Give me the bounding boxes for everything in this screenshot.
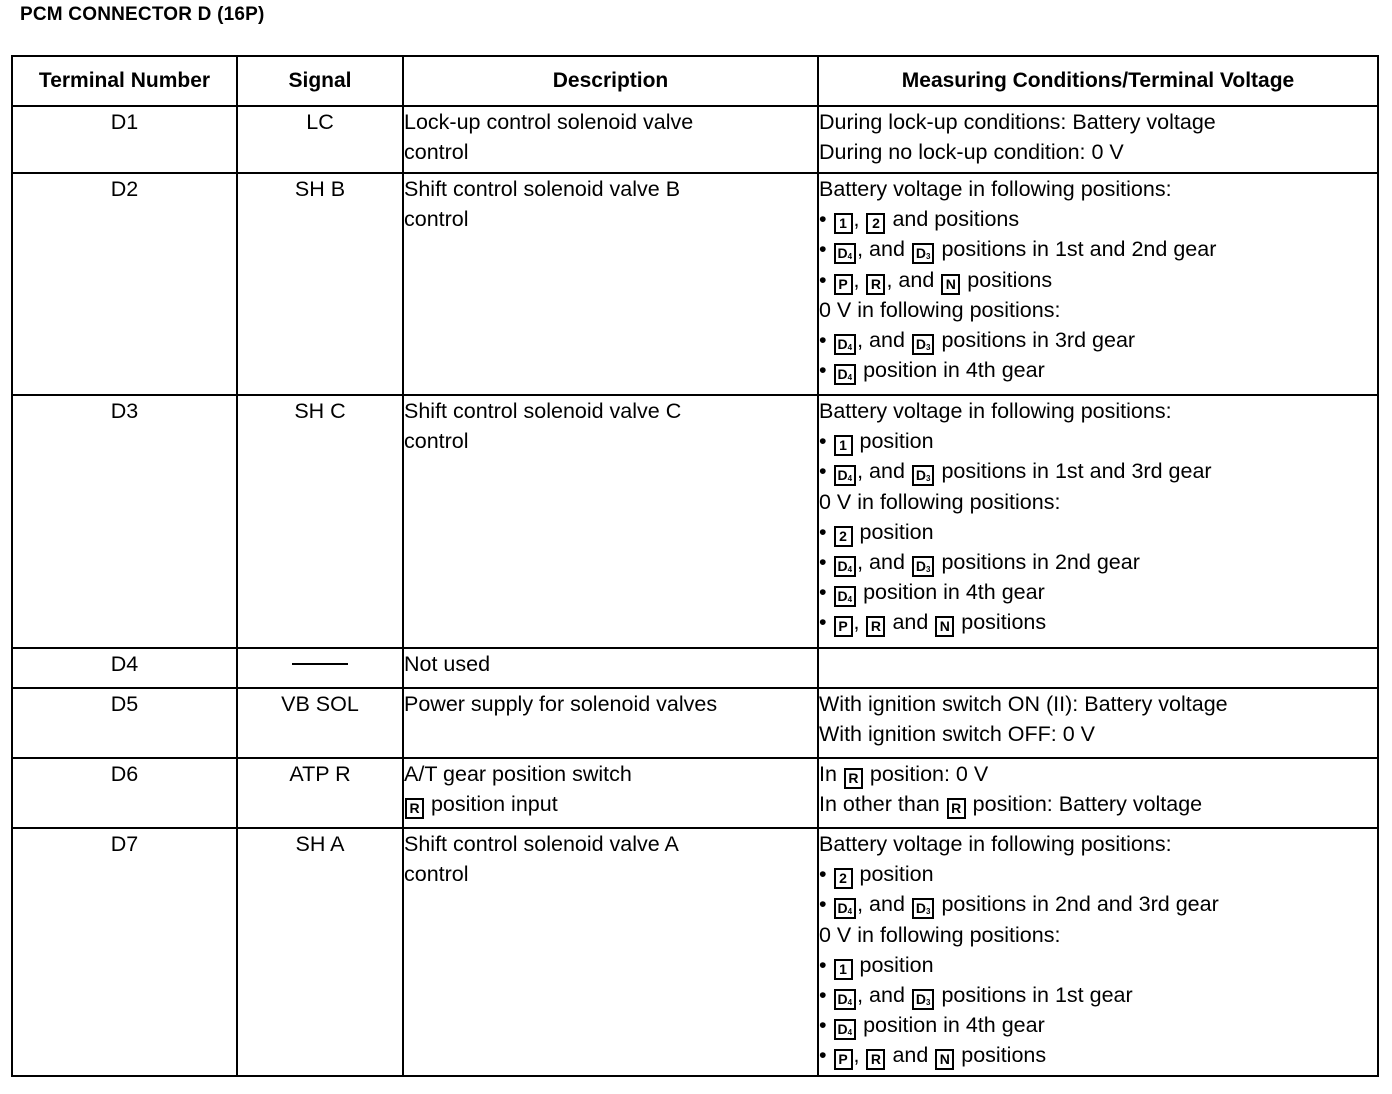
position-icon [912,334,935,355]
position-icon [834,616,853,637]
description-line: control [404,140,469,165]
signal-cell: SH C [237,395,403,648]
text-segment: position [853,519,934,544]
text-segment: With ignition switch OFF: 0 V [819,722,1095,747]
text-segment: • [819,952,833,977]
text-segment: • [819,1013,833,1038]
position-icon [912,465,935,486]
position-icon [834,526,853,547]
position-letter: N [945,275,956,292]
position-icon [866,1049,885,1070]
position-icon [834,274,853,295]
text-segment: • [819,207,833,232]
text-segment: , and [857,328,911,353]
conditions-cell [818,106,1378,173]
position-subscript: 3 [926,252,931,262]
table-row [12,648,1378,688]
text-segment: positions in 1st and 3rd gear [935,459,1212,484]
condition-line [819,174,1377,204]
text-segment: 0 V in following positions: [819,922,1061,947]
position-subscript: 4 [847,343,853,353]
position-subscript: 3 [926,474,931,484]
text-segment: • [819,459,833,484]
description-cell [403,688,818,758]
position-letter: D [837,558,848,575]
pin-table [11,55,1379,1077]
position-letter: R [870,618,882,635]
text-segment: position: Battery voltage [966,792,1203,817]
conditions-cell [818,173,1378,395]
table-row [12,173,1378,395]
description-cell [403,106,818,173]
description-line: Not used [404,652,491,676]
text-segment: positions in 1st and 2nd gear [935,237,1217,262]
text-segment: and positions [886,207,1020,232]
text-segment: A/T gear position switch [404,762,632,786]
text-segment: • [819,519,833,544]
position-subscript: 4 [847,998,853,1008]
condition-line [819,137,1377,167]
condition-line [819,1040,1377,1070]
condition-line [819,689,1377,719]
pin-rows [12,106,1378,1076]
position-icon [834,989,857,1010]
terminal-cell: D4 [12,648,237,688]
text-segment: , [853,610,866,635]
position-letter: D [837,467,848,484]
position-subscript: 4 [847,565,853,575]
position-icon [834,959,853,980]
text-segment: position in 4th gear [857,1013,1045,1038]
header-row [12,56,1378,106]
condition-line [819,107,1377,137]
text-segment: position: 0 V [863,762,989,786]
terminal-cell: D3 [12,395,237,648]
text-segment: position in 4th gear [857,358,1045,383]
position-icon [935,616,954,637]
text-segment: , [853,267,866,292]
text-segment: positions in 3rd gear [935,328,1136,353]
position-subscript: 3 [926,998,931,1008]
text-segment: positions in 2nd and 3rd gear [935,892,1219,917]
position-icon [912,989,935,1010]
position-letter: P [838,275,848,292]
position-subscript: 3 [926,907,931,917]
condition-line [819,980,1377,1010]
position-letter: 2 [839,527,847,544]
description-line: Shift control solenoid valve A [404,832,679,856]
condition-line [819,487,1377,517]
description-line: Shift control solenoid valve B [404,177,681,201]
position-icon [912,898,935,919]
position-icon [866,213,885,234]
position-icon [935,1049,954,1070]
condition-line [819,204,1377,234]
text-segment: and [886,610,935,635]
text-segment: , and [857,892,911,917]
condition-line [819,325,1377,355]
text-segment: , and [857,237,911,262]
text-segment: position input [425,792,558,817]
text-segment: positions in 2nd gear [935,550,1140,575]
position-letter: D [915,558,927,575]
terminal-cell: D7 [12,828,237,1076]
header-measuring-conditions: Measuring Conditions/Terminal Voltage [818,56,1378,106]
position-icon [834,1049,853,1070]
position-letter: D [915,900,927,917]
condition-line [819,719,1377,749]
text-segment: 0 V in following positions: [819,489,1061,514]
header-description: Description [403,56,818,106]
position-icon [834,435,853,456]
description-cell [403,173,818,395]
text-segment: • [819,580,833,605]
condition-line [819,265,1377,295]
text-segment: position [853,952,934,977]
description-line [404,789,817,819]
description-line: control [404,862,469,887]
position-letter: 1 [839,960,847,977]
condition-line [819,759,1377,789]
text-segment: , [853,1043,866,1068]
position-letter: D [837,991,848,1008]
signal-cell: LC [237,106,403,173]
condition-line [819,950,1377,980]
position-letter: D [915,245,927,262]
position-letter: D [915,991,927,1008]
text-segment: and [886,1043,935,1068]
position-letter: N [939,1051,950,1068]
text-segment: • [819,267,833,292]
position-subscript: 3 [926,565,931,575]
position-icon [844,768,863,789]
position-subscript: 4 [847,373,853,383]
text-segment: position [853,429,934,454]
position-icon [941,274,960,295]
position-subscript: 3 [926,343,931,353]
position-letter: D [837,588,848,605]
signal-cell: SH A [237,828,403,1076]
signal-cell: SH B [237,173,403,395]
text-segment: In other than [819,792,946,817]
text-segment: position [853,862,934,887]
text-segment: , and [857,983,911,1008]
text-segment: • [819,429,833,454]
text-segment: During no lock-up condition: 0 V [819,140,1124,165]
position-icon [912,556,935,577]
text-segment: Battery voltage in following positions: [819,399,1172,423]
condition-line [819,426,1377,456]
position-letter: D [837,245,848,262]
text-segment: During lock-up conditions: Battery voltage [819,110,1216,134]
text-segment: positions in 1st gear [935,983,1133,1008]
description-line [404,759,817,789]
description-cell [403,828,818,1076]
text-segment: • [819,550,833,575]
position-subscript: 4 [847,252,853,262]
text-segment: , and [857,459,911,484]
table-row [12,688,1378,758]
condition-line [819,517,1377,547]
position-icon [834,213,853,234]
text-segment: 0 V in following positions: [819,297,1061,322]
position-letter: R [870,1051,882,1068]
text-segment: • [819,892,833,917]
condition-line [819,859,1377,889]
condition-line [819,234,1377,264]
position-subscript: 4 [847,1028,853,1038]
position-letter: P [838,618,848,635]
position-letter: R [848,770,859,786]
description-cell [403,648,818,688]
text-segment: positions [955,1043,1047,1068]
text-segment: , and [857,550,911,575]
text-segment: position in 4th gear [857,580,1045,605]
condition-line [819,456,1377,486]
text-segment: • [819,862,833,887]
condition-line [819,607,1377,637]
terminal-cell: D2 [12,173,237,395]
position-letter: D [837,900,848,917]
condition-line [819,829,1377,859]
text-segment: • [819,328,833,353]
conditions-cell [818,648,1378,688]
position-icon [834,868,853,889]
header-terminal-number: Terminal Number [12,56,237,106]
text-segment: In [819,762,843,786]
position-icon [834,465,857,486]
position-letter: D [837,336,848,353]
table-row [12,106,1378,173]
position-letter: D [915,336,927,353]
not-used-dash [292,663,348,665]
position-subscript: 4 [847,907,853,917]
position-icon [947,798,966,819]
condition-line [819,547,1377,577]
conditions-cell [818,395,1378,648]
position-icon [834,1019,857,1040]
text-segment: positions [955,610,1047,635]
position-letter: 1 [839,437,847,454]
position-icon [834,556,857,577]
description-line: Power supply for solenoid valves [404,692,718,716]
position-icon [834,898,857,919]
condition-line [819,1010,1377,1040]
page-title: PCM CONNECTOR D (16P) [20,4,265,25]
text-segment: • [819,237,833,262]
position-icon [866,616,885,637]
description-cell [403,758,818,828]
terminal-cell: D6 [12,758,237,828]
position-letter: P [838,1051,848,1068]
text-segment: • [819,358,833,383]
signal-cell [237,648,403,688]
position-letter: D [837,366,848,383]
position-letter: 1 [839,215,847,232]
position-letter: R [951,800,962,817]
text-segment: Battery voltage in following positions: [819,832,1172,856]
condition-line [819,355,1377,385]
text-segment: With ignition switch ON (II): Battery voltage [819,692,1228,716]
condition-line [819,396,1377,426]
text-segment: • [819,1043,833,1068]
position-icon [834,364,857,385]
position-icon [834,586,857,607]
position-letter: D [915,467,927,484]
position-letter: 2 [872,215,880,232]
signal-cell: ATP R [237,758,403,828]
conditions-cell [818,828,1378,1076]
condition-line [819,577,1377,607]
text-segment: • [819,610,833,635]
description-line: Lock-up control solenoid valve [404,110,694,134]
condition-line [819,920,1377,950]
condition-line [819,295,1377,325]
position-icon [834,334,857,355]
conditions-cell [818,688,1378,758]
header-signal: Signal [237,56,403,106]
description-line: control [404,207,469,232]
description-line: control [404,429,469,454]
position-subscript: 4 [847,595,853,605]
table-row [12,828,1378,1076]
description-cell [403,395,818,648]
text-segment: Battery voltage in following positions: [819,177,1172,201]
position-letter: R [409,800,420,817]
signal-cell: VB SOL [237,688,403,758]
position-letter: R [870,275,882,292]
text-segment: , [853,207,866,232]
text-segment: , and [886,267,941,292]
position-icon [866,274,885,295]
description-line: Shift control solenoid valve C [404,399,682,423]
position-letter: D [837,1021,848,1038]
position-icon [405,798,424,819]
text-segment: positions [961,267,1053,292]
position-letter: 2 [839,870,847,887]
conditions-cell [818,758,1378,828]
terminal-cell: D1 [12,106,237,173]
position-icon [912,243,935,264]
position-icon [834,243,857,264]
condition-line [819,789,1377,819]
position-subscript: 4 [847,474,853,484]
table-row [12,395,1378,648]
condition-line [819,889,1377,919]
position-letter: N [939,618,950,635]
text-segment: • [819,983,833,1008]
terminal-cell: D5 [12,688,237,758]
table-row [12,758,1378,828]
